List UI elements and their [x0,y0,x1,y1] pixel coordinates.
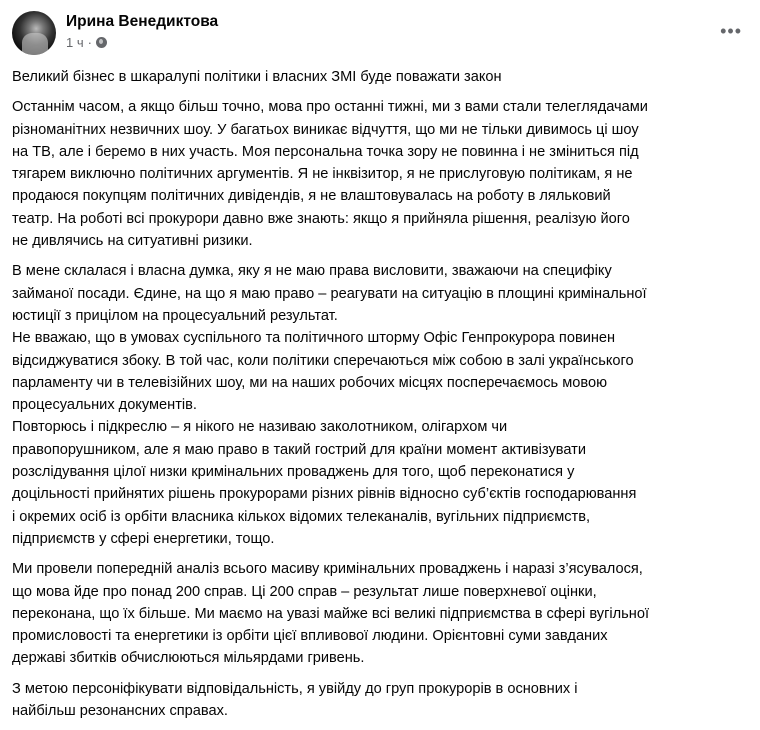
text-line: парламенту чи в телевізійних шоу, ми на наших робочих місцях посперечаємось мовою [12,374,608,391]
text-line: на ТВ, але і беремо в них участь. Моя персональна точка зору не повинна і не зміниться під [12,143,639,160]
text-line: Ми провели попередній аналіз всього масиву кримінальних проваджень і наразі з’ясувалося, [12,561,643,578]
text-line: різноманітних незвичних шоу. У багатьох виникає відчуття, що ми не тільки дивимось ці шоу [12,121,639,138]
text-line: Не вважаю, що в умовах суспільного та політичного шторму Офіс Генпрокурора повинен [12,330,616,347]
text-line: З метою персоніфікувати відповідальність, я увійду до груп прокурорів в основних і [12,680,578,697]
text-line: найбільш резонансних справах. [12,703,228,720]
text-line: і окремих осіб із орбіти власника кількох відомих телеканалів, вугільних підприємств, [12,508,591,525]
meta-separator: · [87,35,92,50]
text-line: переконана, що їх більше. Ми маємо на увазі майже всі великі підприємства в сфері вугільної [12,605,649,622]
text-line: правопорушником, але я маю право в такий гострий для країни момент активізувати [12,441,586,458]
author-avatar[interactable] [12,11,56,55]
post-timestamp[interactable]: 1 ч [66,35,84,50]
post-header [12,11,748,55]
text-line: державі збитків обчислюються мільярдами гривень. [12,650,365,667]
text-line: продаюся покупцям політичних дивідендів, я не влаштовувалась на роботу в ляльковий [12,188,611,205]
post-text [12,66,752,730]
text-line: театр. На роботі всі прокурори давно вже знають: якщо я прийняла рішення, реалізую його [12,210,630,227]
post-paragraph [12,558,752,669]
text-line: розслідування цілої низки кримінальних проваджень для того, щоб переконатися у [12,464,575,481]
text-line: відсиджуватися збоку. В той час, коли політики сперечаються між собою в залі українського [12,352,634,369]
author-name[interactable]: Ирина Венедиктова [66,13,219,30]
post-meta [66,35,107,50]
text-line: В мене склалася і власна думка, яку я не маю права висловити, зважаючи на специфіку [12,263,612,280]
post-paragraph [12,678,752,723]
text-line: підприємств у сфері енергетики, тощо. [12,530,275,547]
text-line: доцільності прийнятих рішень прокурорами різних рівнів відносно суб’єктів господарювання [12,486,637,503]
post-headline [12,66,752,88]
globe-icon[interactable] [96,37,107,48]
text-line: процесуальних документів. [12,397,197,414]
text-line: що мова йде про понад 200 справ. Ці 200 справ – результат лише поверхневої оцінки, [12,583,597,600]
post-paragraph [12,96,752,252]
text-line: юстиції з прицілом на процесуальний результат. [12,307,338,324]
text-line: Великий бізнес в шкаралупі політики і власних ЗМІ буде поважати закон [12,69,502,85]
text-line: Повторюсь і підкреслю – я нікого не називаю заколотником, олігархом чи [12,419,508,436]
text-line: займаної посади. Єдине, на що я маю право – реагувати на ситуацію в площині кримінальної [12,285,647,302]
text-line: не дивлячись на ситуативні ризики. [12,233,253,250]
text-line: Останнім часом, а якщо більш точно, мова про останні тижні, ми з вами стали телеглядачами [12,99,648,116]
more-options-icon[interactable]: ••• [720,21,742,41]
post-paragraph [12,260,752,550]
text-line: промисловості та енергетики із орбіти цієї впливової людини. Орієнтовні суми завданих [12,628,608,645]
text-line: тягарем виключно політичних аргументів. Я не інквізитор, я не прислуговую політикам, я не [12,166,633,183]
